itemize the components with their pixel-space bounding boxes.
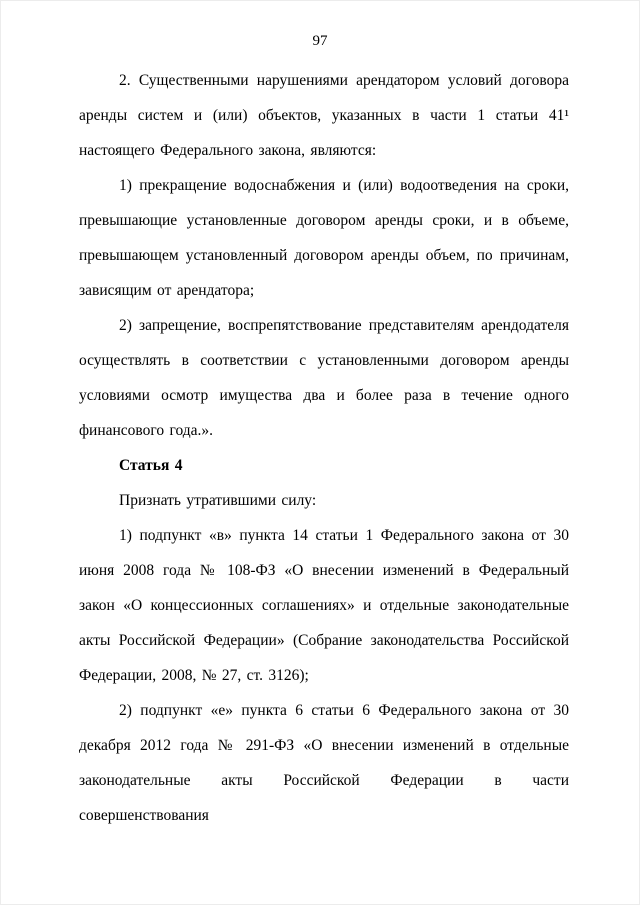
- paragraph-subitem-1: 1) прекращение водоснабжения и (или) водоотведения на сроки, превышающие установленные договором аренды сроки, и в объеме, превышающем установленный договором аренды объем, по причинам, зависящим от арендатора;: [79, 177, 569, 299]
- paragraph-subitem-2: 2) запрещение, воспрепятствование представителям арендодателя осуществлять в соответствии с установленными договором аренды условиями осмотр имущества два и более раза в течение одного финансового года.».: [79, 317, 569, 439]
- paragraph-repeal-item-2: 2) подпункт «е» пункта 6 статьи 6 Федерального закона от 30 декабря 2012 года № 291-ФЗ «О внесении изменений в отдельные законодательные акты Российской Федерации в части совершенствования: [79, 702, 569, 824]
- paragraph-repeal-intro: Признать утратившими силу:: [119, 492, 317, 509]
- paragraph-item-2-intro: 2. Существенными нарушениями арендатором условий договора аренды систем и (или) объектов, указанных в части 1 статьи 41¹ настоящего Федерального закона, являются:: [79, 72, 569, 159]
- page-number: 97: [312, 33, 328, 49]
- document-body: [1, 51, 639, 833]
- article-heading: Статья 4: [119, 457, 183, 474]
- paragraph-repeal-item-1: 1) подпункт «в» пункта 14 статьи 1 Федерального закона от 30 июня 2008 года № 108-ФЗ «О внесении изменений в Федеральный закон «О концессионных соглашениях» и отдельные законодательные акты Российской Федерации» (Собрание законодательства Российской Федерации, 2008, № 27, ст. 3126);: [79, 527, 569, 684]
